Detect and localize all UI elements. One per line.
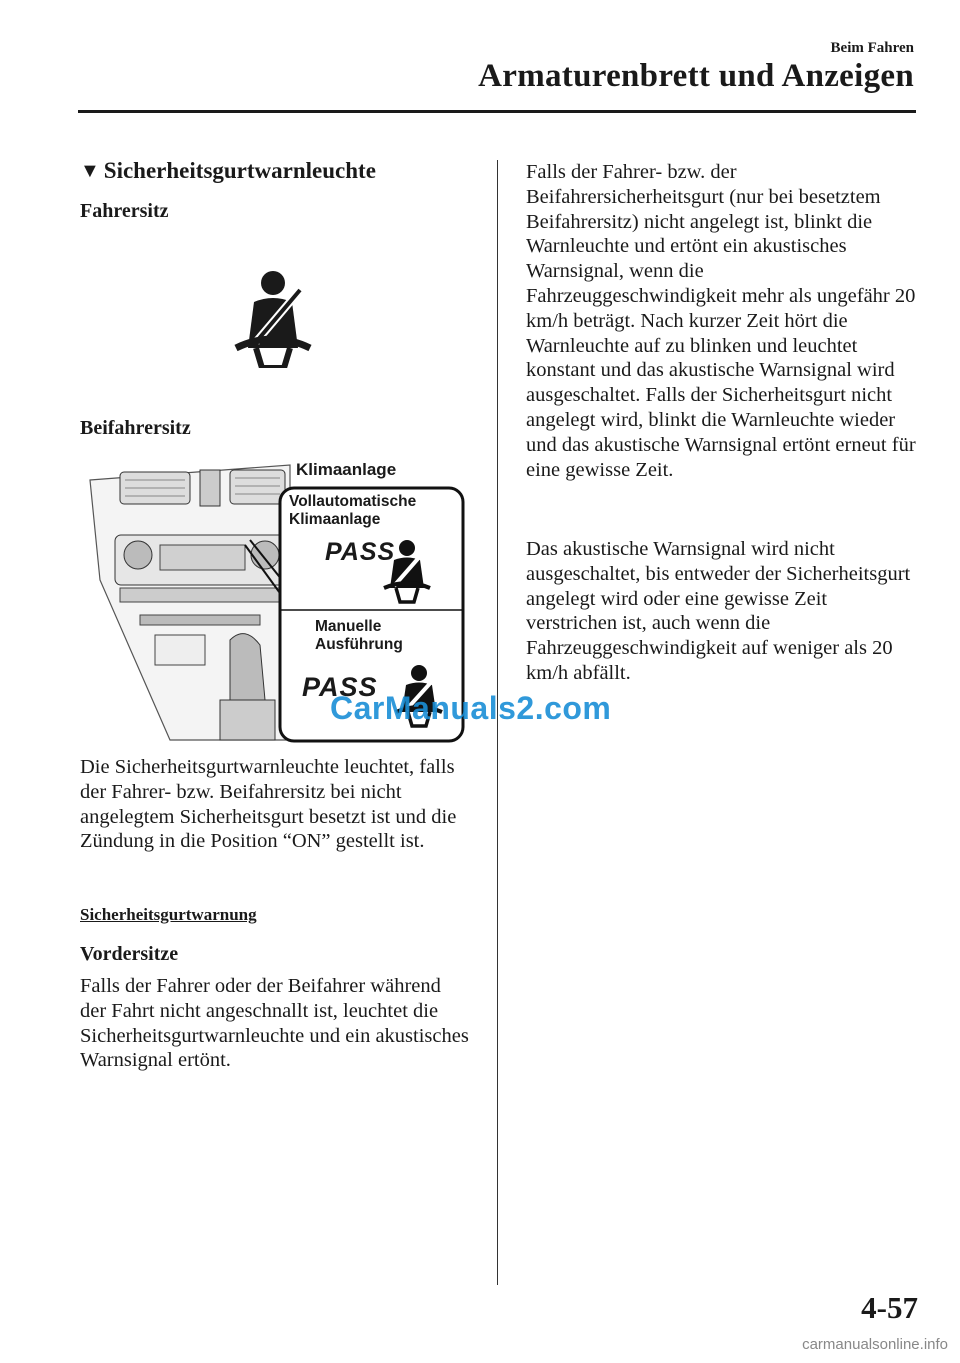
left-paragraph-2: Falls der Fahrer oder der Beifahrer während der Fahrt nicht angeschnallt ist, leuchtet die Sicherheitsgurtwarnleuchte und ein akustisches Warnsignal ertönt. (80, 975, 469, 1072)
right-paragraph-1: Falls der Fahrer- bzw. der Beifahrersicherheitsgurt (nur bei besetztem Beifahrersitz) nicht angelegt ist, blinkt die Warnleuchte und ertönt ein akustisches Warnsignal, wenn die Fahrzeuggeschwindigkeit mehr als ungefähr 20 km/h beträgt. Nach kurzer Zeit hört die Warnleuchte auf zu blinken und leuchtet konstant und das akustische Warnsignal wird ausgeschaltet. Falls der Sicherheitsgurt nicht angelegt wird, blinkt die Warnleuchte wieder und das akustische Warnsignal ertönt erneut für eine gewisse Zeit. (526, 161, 916, 481)
passenger-seat-label: Beifahrersitz (80, 417, 191, 439)
front-seats-heading: Vordersitze (80, 943, 179, 965)
climate-label: Klimaanlage (296, 460, 397, 479)
driver-seat-label: Fahrersitz (80, 200, 169, 222)
header-section: Beim Fahren (830, 40, 914, 56)
triangle-down-icon: ▼ (80, 159, 100, 182)
footer-source: carmanualsonline.info (802, 1336, 948, 1353)
warning-heading: Sicherheitsgurtwarnung (80, 905, 257, 924)
header-divider (78, 110, 916, 113)
page-number: 4-57 (861, 1290, 918, 1325)
section-title-text: Sicherheitsgurtwarnleuchte (103, 158, 376, 183)
left-paragraph-1: Die Sicherheitsgurtwarnleuchte leuchtet, falls der Fahrer- bzw. Beifahrersitz bei nicht angelegtem Sicherheitsgurt besetzt ist und die Zündung in die Position “ON” gestellt ist. (80, 756, 457, 853)
auto-climate-label: Vollautomatische Klimaanlage (289, 493, 417, 528)
manual-label: Manuelle Ausführung (315, 618, 403, 653)
seatbelt-warning-icon (232, 268, 314, 368)
right-paragraph-2: Das akustische Warnsignal wird nicht ausgeschaltet, bis entweder der Sicherheitsgurt angelegt wird oder eine gewisse Zeit verstrichen ist, auch wenn die Fahrzeuggeschwindigkeit auf weniger als 20 km/h abfällt. (526, 538, 911, 684)
section-title (80, 158, 376, 184)
header-chapter: Armaturenbrett und Anzeigen (478, 58, 914, 94)
pass-label-auto: PASS (325, 538, 396, 566)
watermark: CarManuals2.com (330, 690, 612, 726)
pass-label-manual: PASS (302, 672, 378, 702)
